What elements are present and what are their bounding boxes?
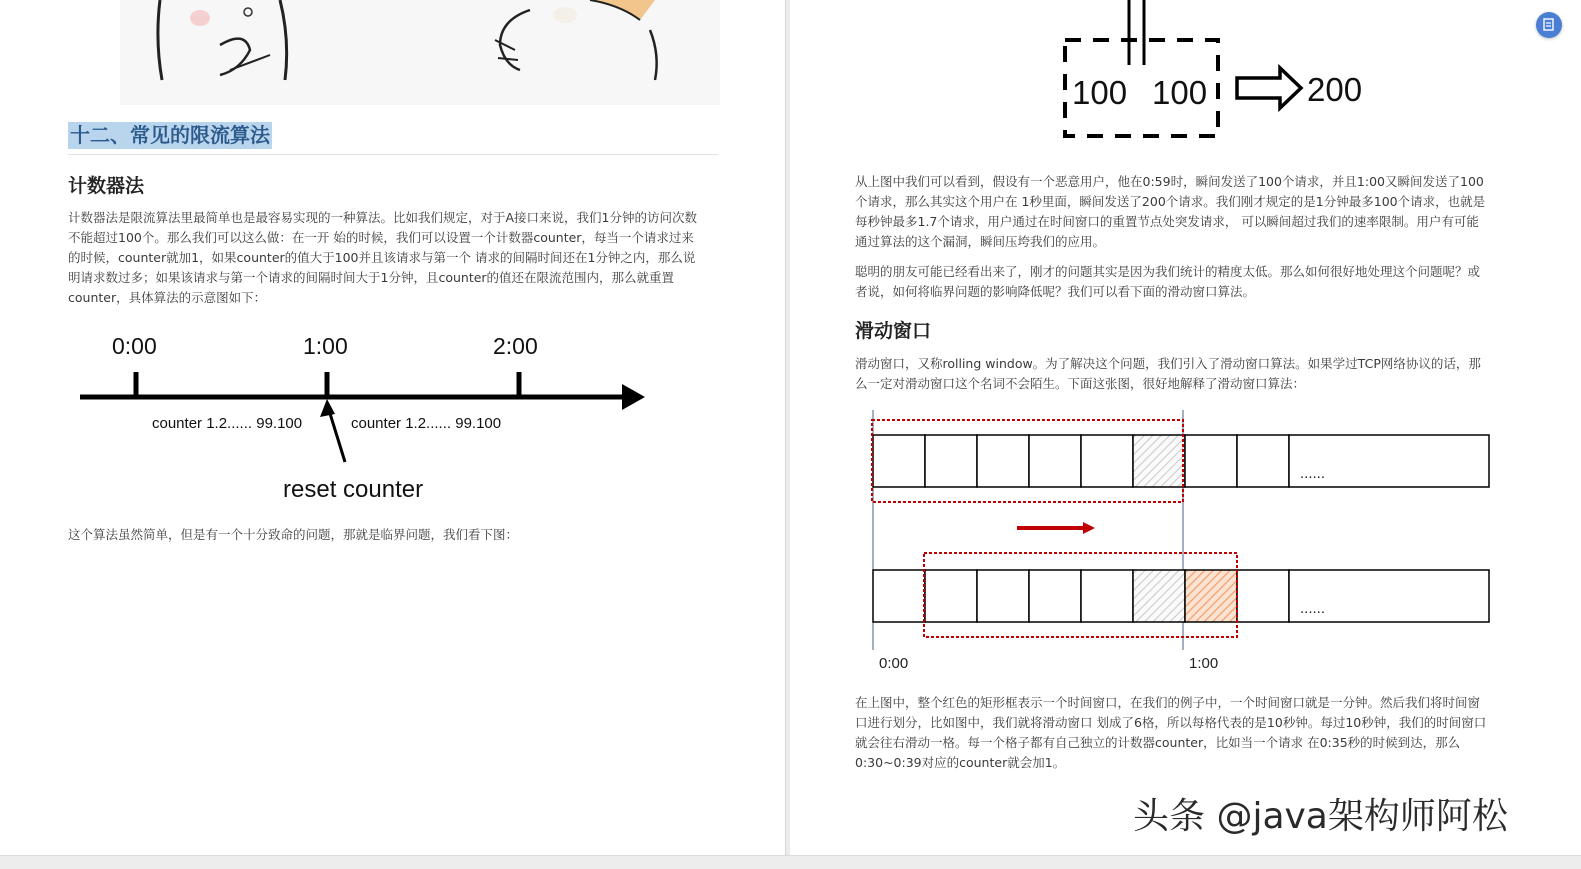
reset-counter-label: reset counter <box>283 476 424 503</box>
start-time-label: 0:00 <box>879 655 909 672</box>
burst-value-b: 100 <box>1152 74 1208 111</box>
left-page <box>0 0 785 855</box>
sliding-window-diagram <box>860 405 1510 680</box>
burst-total: 200 <box>1307 71 1363 108</box>
timeline-arrowhead <box>622 384 645 410</box>
sliding-window-intro-paragraph <box>855 354 1515 394</box>
section-title: 十二、常见的限流算法 <box>70 123 270 147</box>
text-line: 个请求，那么其实这个用户在 1秒里面，瞬间发送了200个请求。我们刚才规定的是1分钟最多100个请求，也就是 <box>855 194 1486 209</box>
window-row-1 <box>872 420 1489 502</box>
text-line: counter，具体算法的示意图如下： <box>68 290 267 305</box>
tick-label-0: 0:00 <box>112 333 157 359</box>
bottom-scroll-bar[interactable] <box>0 855 1581 869</box>
text-line: 的时候，counter就加1，如果counter的值大于100并且该请求与第一个 请求的间隔时间还在1分钟之内，那么说 <box>68 250 696 265</box>
tick-label-1: 1:00 <box>303 333 348 359</box>
burst-value-a: 100 <box>1072 74 1128 111</box>
end-time-label: 1:00 <box>1189 655 1219 672</box>
burst-explanation-paragraph <box>855 172 1515 252</box>
counter-paragraph <box>68 208 728 308</box>
burst-request-diagram <box>1055 0 1375 145</box>
precision-paragraph <box>855 262 1515 302</box>
right-page <box>790 0 1581 855</box>
text-line: 通过算法的这个漏洞，瞬间压垮我们的应用。 <box>855 234 1106 249</box>
text-line: 滑动窗口，又称rolling window。为了解决这个问题，我们引入了滑动窗口算法。如果学过TCP网络协议的话，那 <box>855 356 1481 371</box>
text-line: 者说，如何将临界问题的影响降低呢？我们可以看下面的滑动窗口算法。 <box>855 284 1256 299</box>
segment-label-2: counter 1.2...... 99.100 <box>351 415 502 432</box>
watermark: 头条 @java架构师阿松 <box>1133 796 1508 837</box>
sliding-window-heading: 滑动窗口 <box>855 320 932 342</box>
sum-arrow <box>1237 68 1301 108</box>
text-line: 每秒钟最多1.7个请求，用户通过在时间窗口的重置节点处突发请求， 可以瞬间超过我们的速率限制。用户有可能 <box>855 214 1479 229</box>
cartoon-illustration <box>120 0 720 110</box>
slide-arrow-head <box>1083 522 1095 534</box>
segment-label-1: counter 1.2...... 99.100 <box>152 415 303 432</box>
text-line: 从上图中我们可以看到，假设有一个恶意用户，他在0:59时，瞬间发送了100个请求，并且1:00又瞬间发送了100 <box>855 174 1484 189</box>
text-line: 计数器法是限流算法里最简单也是最容易实现的一种算法。比如我们规定，对于A接口来说，我们1分钟的访问次数 <box>68 210 698 225</box>
window-explanation-paragraph <box>855 693 1515 773</box>
window-row-2 <box>873 553 1489 637</box>
counter-heading: 计数器法 <box>68 175 145 197</box>
counter-timeline-diagram <box>70 325 670 510</box>
critical-problem-paragraph: 这个算法虽然简单，但是有一个十分致命的问题，那就是临界问题，我们看下图： <box>68 527 519 542</box>
new-slot-cell <box>1185 570 1237 622</box>
text-line: 么一定对滑动窗口这个名词不会陌生。下面这张图，很好地解释了滑动窗口算法： <box>855 376 1306 391</box>
reset-arrow-head <box>320 399 335 417</box>
text-line: 不能超过100个。那么我们可以这么做：在一开 始的时候，我们可以设置一个计数器counter，每当一个请求过来 <box>68 230 694 245</box>
text-line: 0:30~0:39对应的counter就会加1。 <box>855 755 1066 770</box>
text-line: 口进行划分，比如图中，我们就将滑动窗口 划成了6格，所以每格代表的是10秒钟。每过10秒钟，我们的时间窗口 <box>855 715 1487 730</box>
section-divider <box>68 154 718 155</box>
text-line: 聪明的朋友可能已经看出来了，刚才的问题其实是因为我们统计的精度太低。那么如何很好地处理这个问题呢？或 <box>855 264 1481 279</box>
hatched-cell <box>1133 435 1185 487</box>
page-tool-glyph <box>1542 18 1556 32</box>
tick-label-2: 2:00 <box>493 333 538 359</box>
text-line: 明请求数过多；如果该请求与第一个请求的间隔时间大于1分钟，且counter的值还在限流范围内，那么就重置 <box>68 270 675 285</box>
row1-ellipsis: ...... <box>1300 465 1326 482</box>
text-line: 就会往右滑动一格。每一个格子都有自己独立的计数器counter，比如当一个请求 在0:35秒的时候到达，那么 <box>855 735 1461 750</box>
reset-arrow-line <box>328 407 345 462</box>
row2-ellipsis: ...... <box>1300 600 1326 617</box>
page-tool-icon[interactable] <box>1536 12 1562 38</box>
hatched-cell <box>1133 570 1185 622</box>
text-line: 在上图中，整个红色的矩形框表示一个时间窗口，在我们的例子中，一个时间窗口就是一分钟。然后我们将时间窗 <box>855 695 1481 710</box>
